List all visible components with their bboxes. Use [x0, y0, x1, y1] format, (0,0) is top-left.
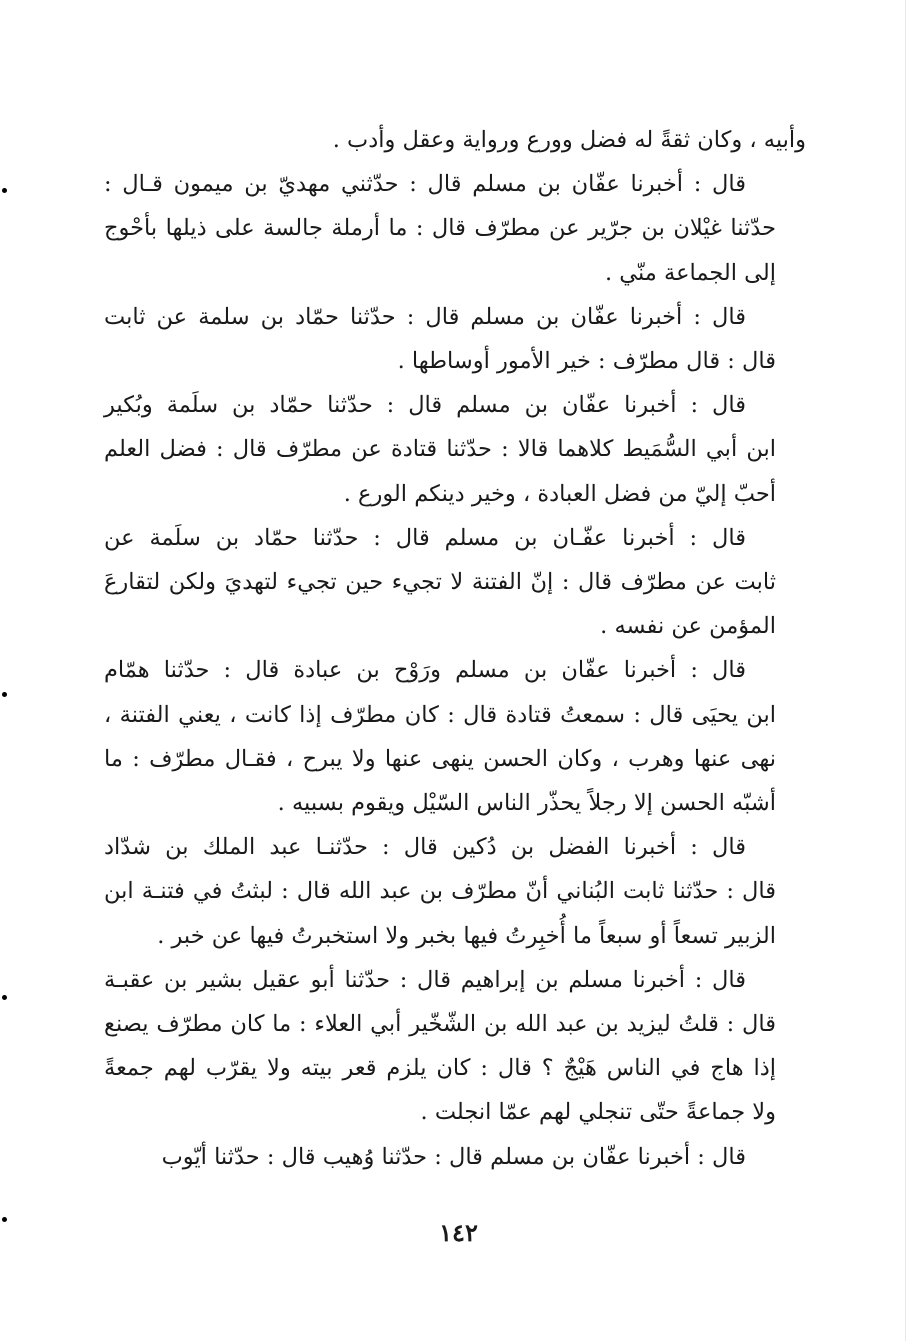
margin-mark: [2, 995, 7, 1000]
text-line: ولا جماعةً حتّى تنجلي لهم عمّا انجلت .: [420, 1099, 776, 1126]
text-line: قال : أخبرنا عفّـان بن مسلم قال : حدّثنا حمّاد بن سلَمة عن: [104, 524, 746, 551]
paragraph: [104, 162, 806, 295]
paragraph: [104, 1135, 806, 1179]
paragraph: [104, 516, 806, 649]
text-line: قال : أخبرنا الفضل بن دُكين قال : حدّثنـا عبد الملك بن شدّاد: [104, 834, 746, 861]
text-line: الزبير تسعاً أو سبعاً ما أُخبِرتُ فيها بخبر ولا استخبرتُ فيها عن خبر .: [157, 922, 776, 949]
text-line: قال : أخبرنا مسلم بن إبراهيم قال : حدّثنا أبو عقيل بشير بن عقبـة: [104, 966, 746, 993]
page-edge-line: [905, 0, 906, 1341]
text-line: حدّثنا غيْلان بن جرّير عن مطرّف قال : ما أرملة جالسة على ذيلها بأحْوج: [104, 215, 776, 242]
paragraph: [104, 295, 806, 383]
text-line: إذا هاج في الناس هَيْجٌ ؟ قال : كان يلزم قعر بيته ولا يقرّب لهم جمعةً: [104, 1055, 776, 1082]
paragraph: [104, 648, 806, 825]
text-line: أحبّ إليّ من فضل العبادة ، وخير دينكم الورع .: [343, 480, 776, 507]
text-line: قال : أخبرنا عفّان بن مسلم قال : حدّثنا حمّاد بن سلمة عن ثابت: [104, 303, 746, 330]
text-line: نهى عنها وهرب ، وكان الحسن ينهى عنها ولا يبرح ، فقـال مطرّف : ما: [104, 745, 776, 772]
paragraph: [104, 825, 806, 958]
margin-mark: [2, 188, 7, 193]
paragraph: [104, 118, 806, 162]
body-text: [104, 118, 806, 1179]
page-number: ١٤٢: [439, 1218, 478, 1247]
text-line: قال : حدّثنا ثابت البُناني أنّ مطرّف بن عبد الله قال : لبثتُ في فتنـة ابن: [104, 878, 776, 905]
text-line: ثابت عن مطرّف قال : إنّ الفتنة لا تجيء حين تجيء لتهديَ ولكن لتقارعَ: [104, 569, 776, 596]
text-line: ابن أبي السُّمَيط كلاهما قالا : حدّثنا قتادة عن مطرّف قال : فضل العلم: [104, 436, 776, 463]
margin-mark: [2, 692, 7, 697]
paragraph: [104, 383, 806, 516]
text-line: قال : أخبرنا عفّان بن مسلم قال : حدّثني مهديّ بن ميمون قـال :: [104, 171, 746, 198]
text-line: قال : أخبرنا عفّان بن مسلم ورَوْح بن عبادة قال : حدّثنا همّام: [104, 657, 746, 684]
text-line: قال : قال مطرّف : خير الأمور أوساطها .: [397, 348, 776, 375]
text-line: وأبيه ، وكان ثقةً له فضل وورع ورواية وعقل وأدب .: [332, 127, 806, 153]
text-line: قال : أخبرنا عفّان بن مسلم قال : حدّثنا حمّاد بن سلَمة وبُكير: [104, 392, 746, 419]
text-line: المؤمن عن نفسه .: [600, 613, 776, 640]
text-line: ابن يحيَى قال : سمعتُ قتادة قال : كان مطرّف إذا كانت ، يعني الفتنة ،: [104, 701, 776, 728]
text-line: قال : قلتُ ليزيد بن عبد الله بن الشّخّير أبي العلاء : ما كان مطرّف يصنع: [104, 1011, 776, 1038]
text-line: إلى الجماعة منّي .: [604, 259, 776, 286]
text-line: أشبّه الحسن إلا رجلاً يحذّر الناس السّيْل ويقوم بسبيه .: [277, 790, 776, 817]
text-line: قال : أخبرنا عفّان بن مسلم قال : حدّثنا وُهيب قال : حدّثنا أيّوب: [161, 1143, 746, 1170]
paragraph: [104, 958, 806, 1135]
